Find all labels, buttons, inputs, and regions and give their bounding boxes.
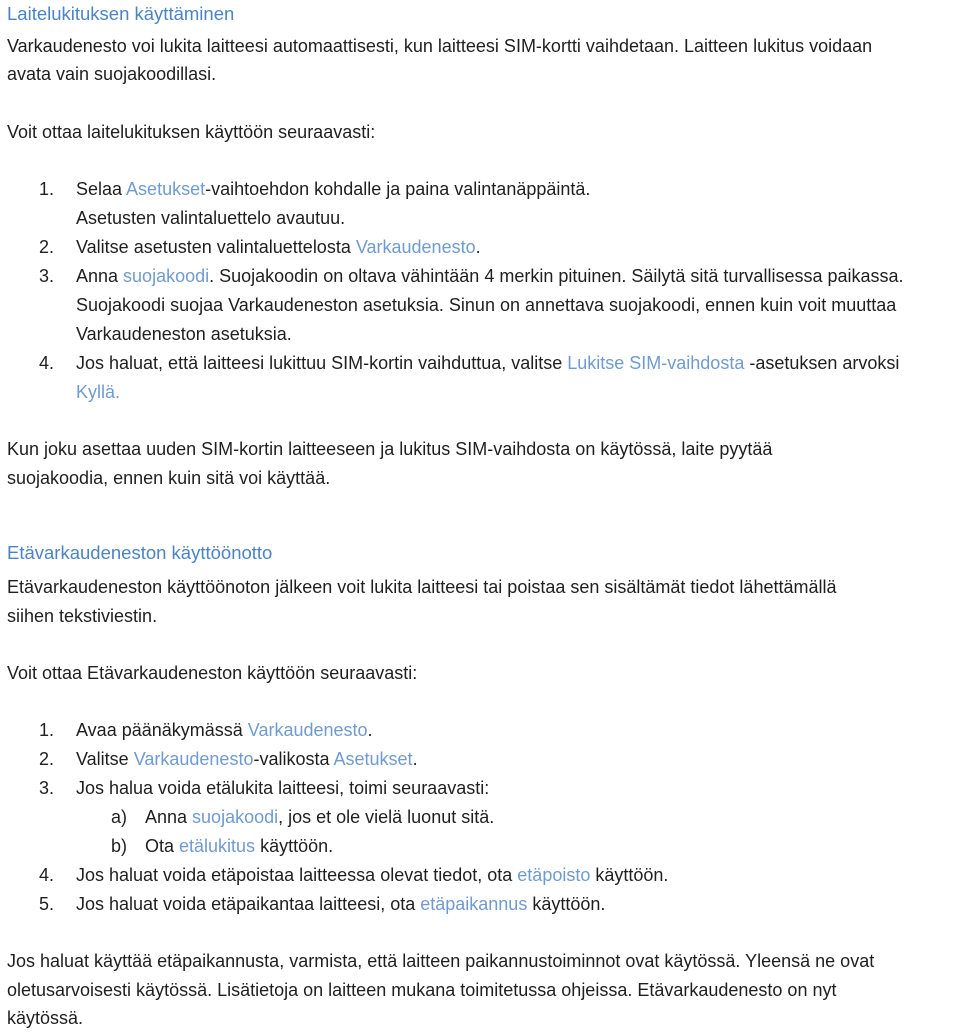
highlighted-term: etälukitus: [179, 836, 256, 856]
list-number: 2.: [39, 749, 55, 769]
list-item-text: Anna: [145, 807, 193, 827]
highlighted-term: Varkaudenesto: [355, 237, 476, 257]
list-item-text: .: [412, 749, 418, 769]
highlighted-term: Lukitse SIM-vaihdosta: [567, 353, 745, 373]
sublist-item: [145, 803, 494, 832]
sublist-item: [145, 832, 333, 861]
list-item: [76, 262, 904, 291]
list-item-text: Valitse asetusten valintaluettelosta: [76, 237, 356, 257]
highlighted-term: Asetukset: [126, 179, 206, 199]
highlighted-term: suojakoodi: [123, 266, 210, 286]
paragraph-line: suojakoodia, ennen kuin sitä voi käyttää.: [7, 468, 331, 488]
highlighted-term: Varkaudenesto: [247, 720, 368, 740]
sublist-letter: b): [111, 836, 128, 856]
list-item-continuation: Suojakoodi suojaa Varkaudeneston asetuksia. Sinun on annettava suojakoodi, ennen kuin voit muuttaa: [76, 295, 897, 315]
section-heading-device-lock: Laitelukituksen käyttäminen: [7, 3, 235, 24]
list-number: 4.: [39, 353, 55, 373]
list-item: [76, 861, 668, 890]
list-item: [76, 745, 418, 774]
list-item-text: Jos haluat, että laitteesi lukittuu SIM-kortin vaihduttua, valitse: [76, 353, 568, 373]
list-item-text: Jos haluat voida etäpaikantaa laitteesi, ota: [76, 894, 421, 914]
paragraph-line: Varkaudenesto voi lukita laitteesi automaattisesti, kun laitteesi SIM-kortti vaihdetaan. Laitteen lukitus voidaan: [7, 36, 873, 56]
list-item-continuation: [76, 378, 120, 407]
list-number: 1.: [39, 179, 55, 199]
list-item-text: -asetuksen arvoksi: [744, 353, 900, 373]
list-number: 3.: [39, 266, 55, 286]
highlighted-term: suojakoodi: [192, 807, 279, 827]
list-item: [76, 175, 590, 204]
list-item-continuation: Varkaudeneston asetuksia.: [76, 324, 292, 344]
list-lead-text: Voit ottaa Etävarkaudeneston käyttöön seuraavasti:: [7, 663, 418, 683]
list-item-text: . Suojakoodin on oltava vähintään 4 merkin pituinen. Säilytä sitä turvallisessa paikassa.: [209, 266, 904, 286]
list-number: 1.: [39, 720, 55, 740]
highlighted-term: Asetukset: [333, 749, 413, 769]
list-item-text: Avaa päänäkymässä: [76, 720, 248, 740]
list-item-text: Ota: [145, 836, 180, 856]
list-item-text: .: [475, 237, 481, 257]
paragraph-line: Kun joku asettaa uuden SIM-kortin laitteeseen ja lukitus SIM-vaihdosta on käytössä, laite pyytää: [7, 439, 773, 459]
paragraph-line: Jos haluat käyttää etäpaikannusta, varmista, että laitteen paikannustoiminnot ovat käytössä. Yleensä ne ovat: [7, 951, 875, 971]
list-item-text: Selaa: [76, 179, 127, 199]
paragraph-line: siihen tekstiviestin.: [7, 606, 158, 626]
list-item-text: .: [367, 720, 373, 740]
list-item-text: Valitse: [76, 749, 134, 769]
list-item: [76, 716, 373, 745]
list-item-text: Jos haluat voida etäpoistaa laitteessa olevat tiedot, ota: [76, 865, 518, 885]
list-lead-text: Voit ottaa laitelukituksen käyttöön seuraavasti:: [7, 122, 376, 142]
list-item-continuation: Asetusten valintaluettelo avautuu.: [76, 208, 346, 228]
list-number: 5.: [39, 894, 55, 914]
highlighted-term: Kyllä.: [76, 382, 121, 402]
list-item-text: , jos et ole vielä luonut sitä.: [278, 807, 495, 827]
list-item-text: Anna: [76, 266, 124, 286]
highlighted-term: Varkaudenesto: [133, 749, 254, 769]
list-item-text: -vaihtoehdon kohdalle ja paina valintanäppäintä.: [205, 179, 591, 199]
paragraph-line: avata vain suojakoodillasi.: [7, 64, 217, 84]
list-item: [76, 233, 481, 262]
paragraph-line: oletusarvoisesti käytössä. Lisätietoja on laitteen mukana toimitetussa ohjeissa. Etävarkaudenesto on nyt: [7, 980, 837, 1000]
sublist-letter: a): [111, 807, 128, 827]
list-number: 4.: [39, 865, 55, 885]
list-item: [76, 349, 899, 378]
list-item-text: -valikosta: [253, 749, 334, 769]
list-item-text: käyttöön.: [527, 894, 606, 914]
paragraph-line: Etävarkaudeneston käyttöönoton jälkeen voit lukita laitteesi tai poistaa sen sisältämät tiedot lähettämällä: [7, 577, 837, 597]
list-number: 2.: [39, 237, 55, 257]
section-heading-remote-theft-protection: Etävarkaudeneston käyttöönotto: [7, 542, 273, 563]
list-number: 3.: [39, 778, 55, 798]
paragraph-line: käytössä.: [7, 1008, 84, 1028]
list-item-text: käyttöön.: [255, 836, 334, 856]
list-item: [76, 890, 605, 919]
list-item: Jos halua voida etälukita laitteesi, toimi seuraavasti:: [76, 778, 490, 798]
highlighted-term: etäpaikannus: [420, 894, 528, 914]
highlighted-term: etäpoisto: [517, 865, 591, 885]
list-item-text: käyttöön.: [590, 865, 669, 885]
